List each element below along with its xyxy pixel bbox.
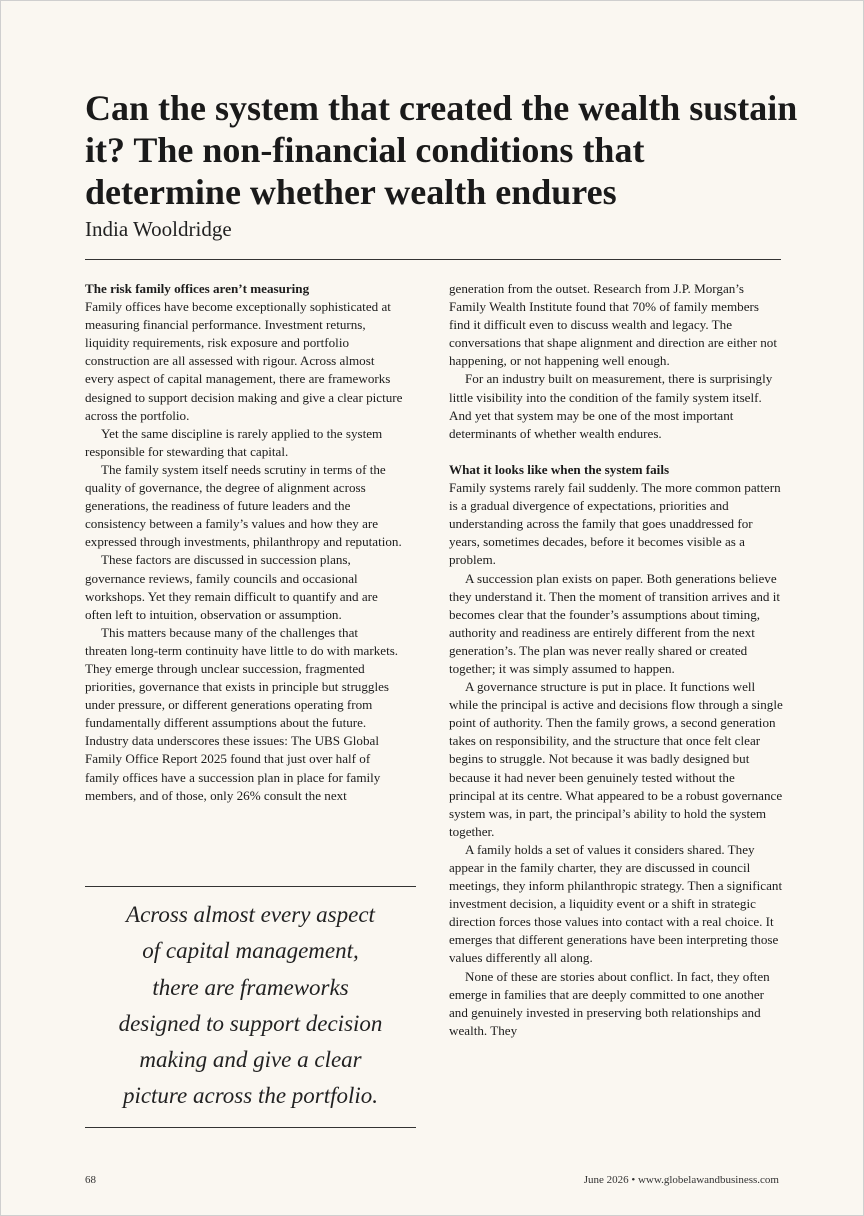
footer-issue: June 2026 • www.globelawandbusiness.com: [583, 1174, 779, 1186]
body-paragraph: This matters because many of the challenges that threaten long-term continuity have little to do with markets. They emerge through unclear succession, fragmented priorities, governance that exists in principle but struggles under pressure, or different generations operating from fundamentally different assumptions about the future. Industry data underscores these issues: The UBS Global Family Office Report 2025 found that just over half of family offices have a succession plan in place for family members, and of those, only 26% consult the next: [85, 624, 399, 803]
body-paragraph: Family systems rarely fail suddenly. The more common pattern is a gradual divergence of expectations, priorities and understanding across the family that goes unaddressed for years, sometimes decades, before it becomes visible as a problem.: [449, 480, 781, 568]
page-number: 68: [85, 1174, 96, 1186]
body-paragraph: Yet the same discipline is rarely applied to the system responsible for stewarding that capital.: [85, 425, 383, 459]
pullquote-line: picture across the portfolio.: [122, 1083, 379, 1109]
body-paragraph: The family system itself needs scrutiny in terms of the quality of governance, the degree of alignment across generations, the readiness of future leaders and the consistency between a family’s values and how they are expressed through investments, philanthropy and reputation.: [85, 461, 402, 550]
header-divider: [85, 259, 781, 260]
left-column: [85, 280, 403, 805]
article-author: India Wooldridge: [85, 217, 232, 241]
pullquote-line: of capital management,: [142, 938, 359, 964]
right-column: [449, 280, 783, 1040]
pullquote-bottom-rule: [85, 1127, 416, 1128]
body-paragraph: None of these are stories about conflict. In fact, they often emerge in families that are deeply committed to one another and genuinely invested in preserving both relationships and wealth. They: [449, 968, 770, 1038]
pullquote-line: making and give a clear: [139, 1047, 362, 1073]
body-paragraph: generation from the outset. Research from J.P. Morgan’s Family Wealth Institute found that 70% of family members find it difficult even to discuss wealth and legacy. The conversations that shape alignment and direction are either not happening, or not happening well enough.: [449, 281, 777, 369]
pullquote-line: Across almost every aspect: [126, 902, 375, 927]
pullquote-line: designed to support decision: [118, 1010, 383, 1036]
article-title: Can the system that created the wealth sustain it? The non-financial conditions that determine whether wealth endures: [85, 88, 798, 212]
section-heading-risk: The risk family offices aren’t measuring: [85, 281, 310, 296]
pullquote: [85, 897, 416, 1115]
body-paragraph: Family offices have become exceptionally sophisticated at measuring financial performance. Investment returns, liquidity requirements, risk exposure and portfolio construction are all assessed with rigour. Across almost every aspect of capital management, there are frameworks designed to support decision making and give a clear picture across the portfolio.: [85, 299, 403, 423]
body-paragraph: A governance structure is put in place. It functions well while the principal is active and decisions flow through a single point of authority. Then the family grows, a second generation takes on responsibility, and the structure that once felt clear begins to struggle. Not because it was badly designed but because it had never been genuinely tested without the principal at its centre. What appeared to be a robust governance system was, in part, the principal’s ability to hold the system together.: [449, 679, 783, 839]
body-paragraph: These factors are discussed in succession plans, governance reviews, family councils and occasional workshops. Yet they remain difficult to quantify and are often left to intuition, observation or assumption.: [85, 552, 378, 622]
body-paragraph: A succession plan exists on paper. Both generations believe they understand it. Then the moment of transition arrives and it becomes clear that the founder’s assumptions about timing, authority and readiness are entirely different from the next generation’s. The plan was never really shared or created together; it was simply assumed to happen.: [449, 570, 781, 676]
pullquote-top-rule: [85, 886, 416, 887]
body-paragraph: For an industry built on measurement, there is surprisingly little visibility into the condition of the family system itself. And yet that system may be one of the most important determinants of whether wealth endures.: [449, 371, 773, 441]
section-heading-system-fails: What it looks like when the system fails: [449, 461, 670, 477]
pullquote-line: there are frameworks: [152, 974, 349, 1000]
body-paragraph: A family holds a set of values it considers shared. They appear in the family charter, they are discussed in council meetings, they inform philanthropic strategy. Then a significant investment decision, a liquidity event or a shift in strategic direction forces those values into contact with a real choice. It emerges that different generations have been interpreting those values differently all along.: [449, 841, 783, 966]
